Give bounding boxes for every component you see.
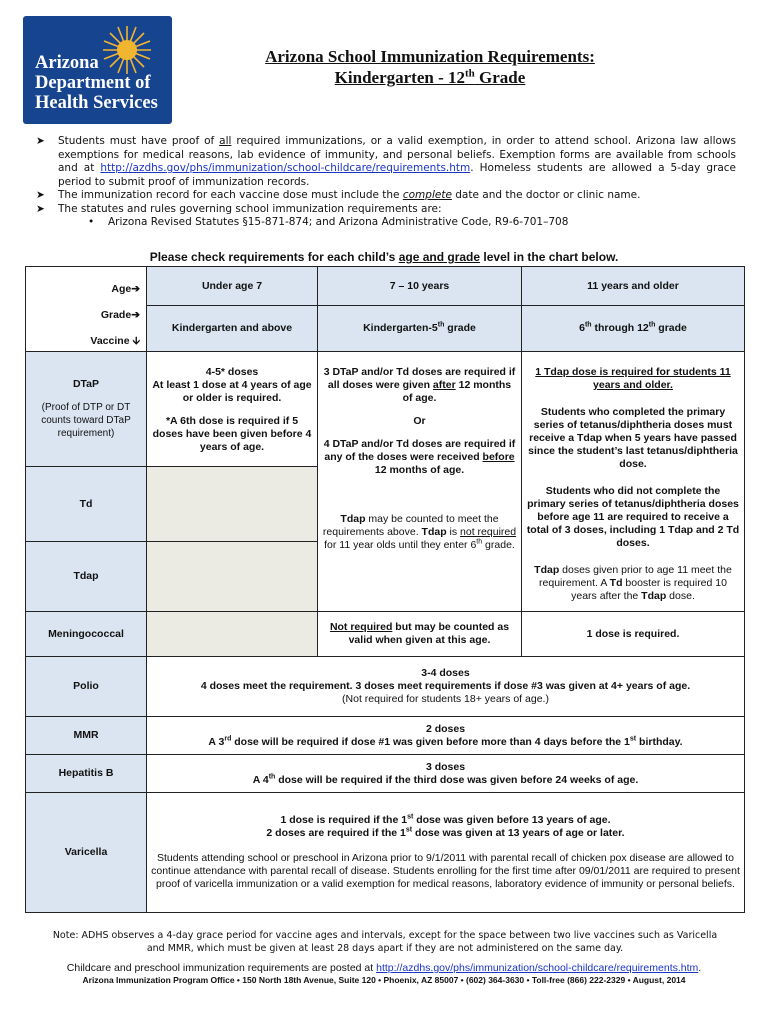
vaccine-td: Td [26, 467, 147, 542]
vaccine-polio: Polio [26, 657, 147, 717]
logo-line-3: Health Services [35, 93, 158, 113]
requirements-table [25, 266, 745, 913]
program-office-address: Arizona Immunization Program Office • 150 North 18th Avenue, Suite 120 • Phoenix, AZ 85007 • (602) 364-3630 • Toll-free (866) 222-2329 • August, 2014 [82, 975, 686, 985]
requirements-bullets [36, 135, 736, 230]
vaccine-varicella: Varicella [26, 793, 147, 913]
title-line-2: Kindergarten - 12th Grade [334, 67, 526, 87]
age-header-11-plus: 11 years and older [522, 267, 745, 306]
dot-bullet-icon: • [88, 216, 95, 228]
mening-7-10: Not required but may be counted as valid when given at this age. [318, 612, 522, 657]
arrow-bullet-icon: ➤ [36, 189, 45, 201]
varicella-requirement: 1 dose is required if the 1st dose was given before 13 years of age. 2 doses are required if the 1st dose was given at 13 years of age or later. Students attending school or preschool in Arizona prior to 9/1/2011 with parental recall of chicken pox disease are allowed to continue attendance with parental recall of disease. Students enrolling for the first time after 09/01/2011 are required to present proof of varicella immunization or a valid exemption for medical reasons, laboratory evidence of immunity or personal beliefs. [147, 793, 745, 913]
vaccine-mmr: MMR [26, 717, 147, 755]
logo-line-1: Arizona [35, 53, 99, 73]
grade-label: Grade➔ [100, 309, 140, 321]
grace-period-note: Note: ADHS observes a 4-day grace period for vaccine ages and intervals, except for the space between two live vaccines such as Varicella and MMR, which must be given at least 28 days apart if they are not administered on the same day. [52, 930, 718, 954]
age-header-7-10: 7 – 10 years [318, 267, 522, 306]
footer-requirements-link[interactable]: http://azdhs.gov/phs/immunization/school-childcare/requirements.htm [376, 962, 699, 974]
logo-line-2: Department of [35, 73, 151, 93]
age-label: Age➔ [111, 283, 140, 295]
grade-header-6-12: 6th through 12th grade [522, 306, 745, 352]
dtap-td-tdap-7-10: 3 DTaP and/or Td doses are required if all doses were given after 12 months of age. Or 4 DTaP and/or Td doses are required if any of the doses were received before 12 months of age. Tdap may be counted to meet the requirements above. Tdap is not required for 11 year olds until they enter 6th grade. [318, 352, 522, 612]
grade-header-k-5: Kindergarten-5th grade [318, 306, 522, 352]
mening-under-7-empty [147, 612, 318, 657]
dtap-under-7: 4-5* doses At least 1 dose at 4 years of age or older is required. *A 6th dose is required if 5 doses have been given before 4 years of age. [147, 352, 318, 467]
vaccine-tdap: Tdap [26, 542, 147, 612]
vaccine-label: Vaccine 🡫 [90, 335, 140, 347]
dtap-td-tdap-11-plus: 1 Tdap dose is required for students 11 years and older. Students who completed the primary series of tetanus/diphtheria doses must receive a Tdap when 5 years have passed since the student’s last tetanus/diphtheria dose. Students who did not complete the primary series of tetanus/diphtheria doses before age 11 are required to receive a total of 3 doses, including 1 Tdap and 2 Td doses. Tdap doses given prior to age 11 meet the requirement. A Td booster is required 10 years after the Tdap dose. [522, 352, 745, 612]
age-header-under-7: Under age 7 [147, 267, 318, 306]
grade-header-k-plus: Kindergarten and above [147, 306, 318, 352]
bullet-statutes-list: • Arizona Revised Statutes §15-871-874; and Arizona Administrative Code, R9-6-701–708 [88, 216, 569, 228]
requirements-link[interactable]: http://azdhs.gov/phs/immunization/school-childcare/requirements.htm [100, 162, 471, 174]
polio-requirement: 3-4 doses 4 doses meet the requirement. 3 doses meet requirements if dose #3 was given at 4+ years of age. (Not required for students 18+ years of age.) [147, 657, 745, 717]
mening-11-plus: 1 dose is required. [522, 612, 745, 657]
posted-notice: Childcare and preschool immunization requirements are posted at http://azdhs.gov/phs/immunization/school-childcare/requirements.htm. [66, 962, 702, 974]
sun-icon [101, 24, 153, 76]
adhs-logo [23, 16, 172, 124]
table-corner [26, 267, 147, 352]
page-title [210, 46, 650, 88]
hepb-requirement: 3 doses A 4th dose will be required if the third dose was given before 24 weeks of age. [147, 755, 745, 793]
vaccine-hepatitis-b: Hepatitis B [26, 755, 147, 793]
vaccine-meningococcal: Meningococcal [26, 612, 147, 657]
chart-instruction: Please check requirements for each child’s age and grade level in the chart below. [149, 250, 619, 264]
tdap-under-7-empty [147, 542, 318, 612]
arrow-bullet-icon: ➤ [36, 202, 45, 215]
title-line-1: Arizona School Immunization Requirements: [265, 47, 595, 66]
td-under-7-empty [147, 467, 318, 542]
arrow-bullet-icon: ➤ [36, 135, 45, 147]
bullet-proof: ➤ Students must have proof of all required immunizations, or a valid exemption, in order to attend school. Arizona law allows exemptions for medical reasons, lab evidence of immunity, and personal beliefs. Exemption forms are available from schools and at http://azdhs.gov/phs/immunization/school-childcare/requirements.htm. Homeless students are allowed a 5-day grace period to submit proof of immunization records. [36, 135, 736, 188]
vaccine-dtap: DTaP (Proof of DTP or DT counts toward DTaP requirement) [26, 352, 147, 467]
mmr-requirement: 2 doses A 3rd dose will be required if dose #1 was given before more than 4 days before the 1st birthday. [147, 717, 745, 755]
bullet-record: ➤ The immunization record for each vaccine dose must include the complete date and the doctor or clinic name. [36, 189, 641, 201]
bullet-statutes: ➤ The statutes and rules governing school immunization requirements are: [36, 202, 442, 215]
